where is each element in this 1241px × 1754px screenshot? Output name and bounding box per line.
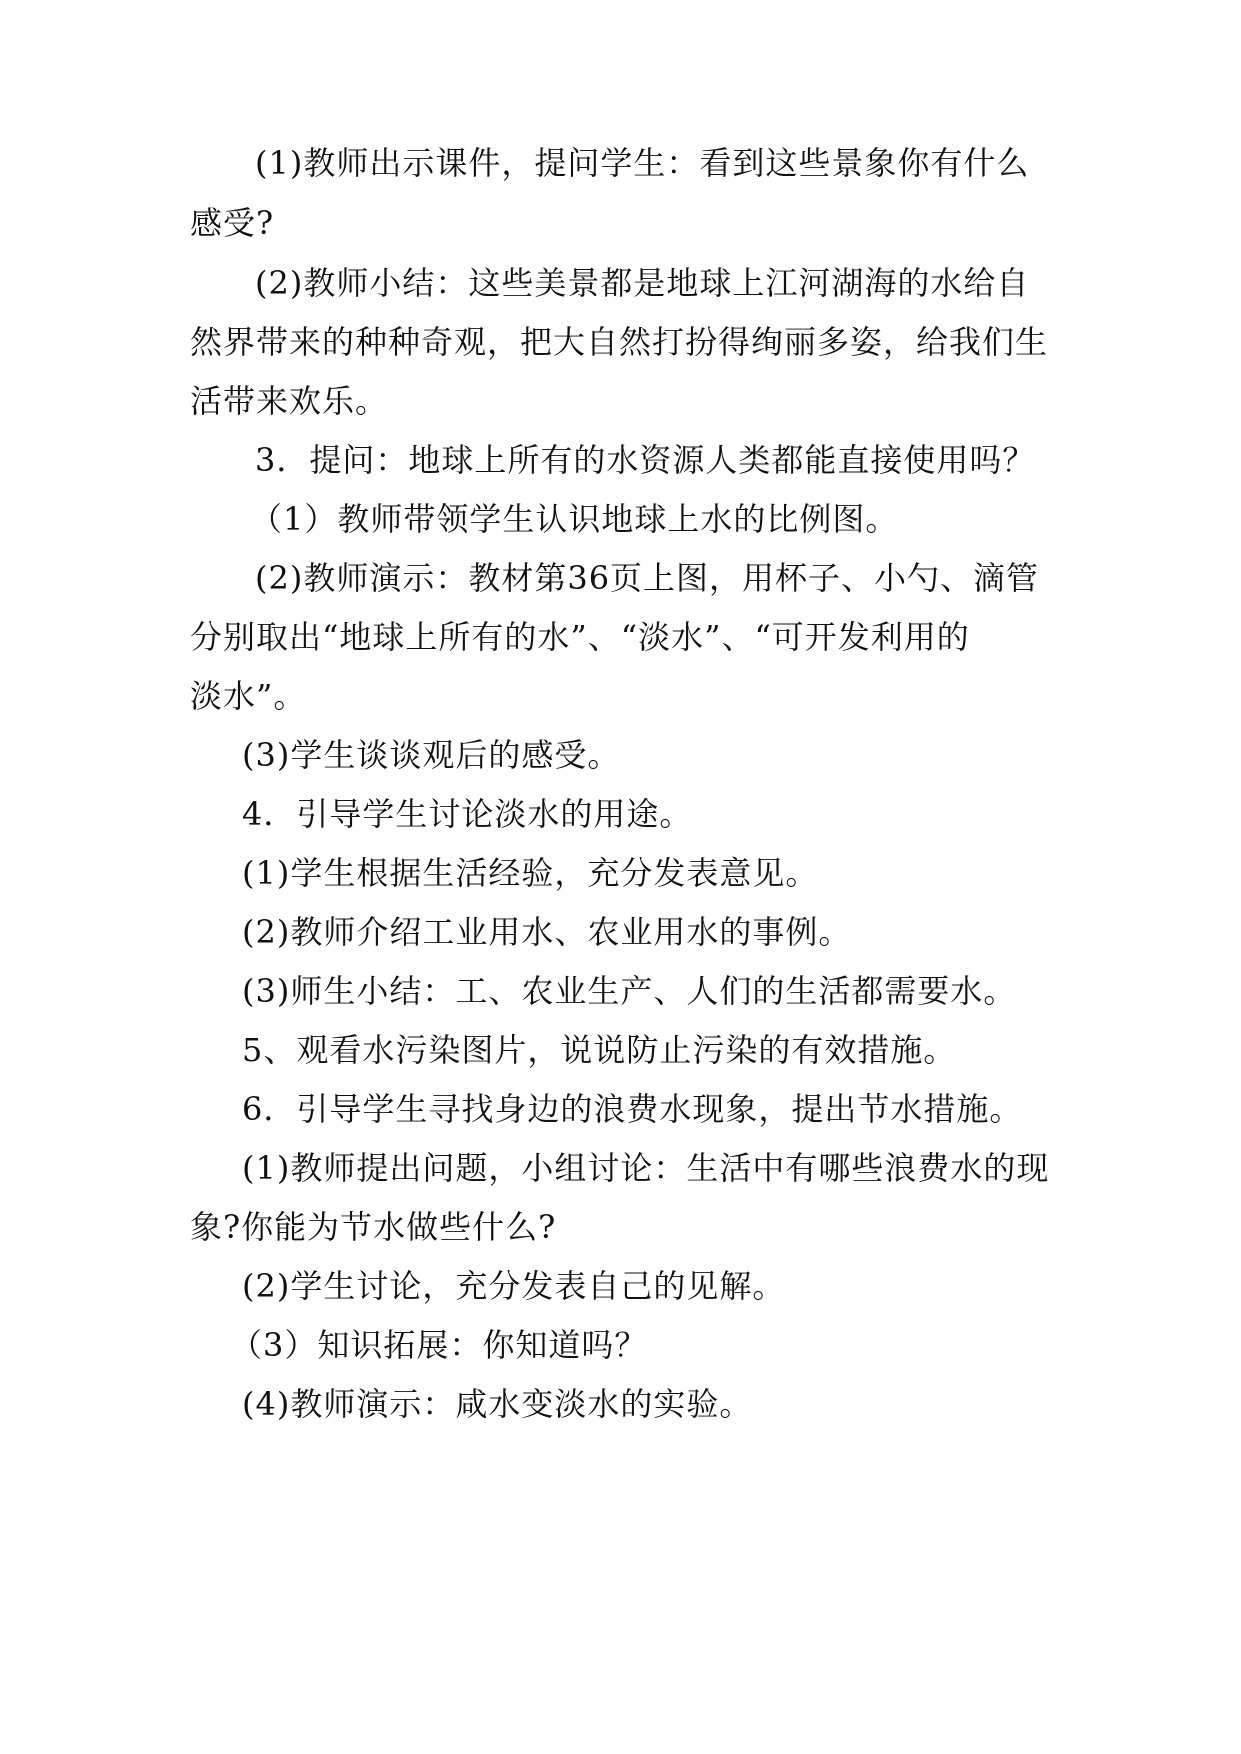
paragraph-line-11: (3)学生谈谈观后的感受。 bbox=[242, 736, 621, 774]
paragraph-line-6: 3．提问：地球上所有的水资源人类都能直接使用吗？ bbox=[255, 441, 1036, 479]
paragraph-line-15: (3)师生小结：工、农业生产、人们的生活都需要水。 bbox=[242, 972, 1017, 1010]
paragraph-line-10: 淡水”。 bbox=[190, 677, 307, 715]
paragraph-line-14: (2)教师介绍工业用水、农业用水的事例。 bbox=[242, 913, 852, 951]
paragraph-line-5: 活带来欢乐。 bbox=[190, 382, 389, 420]
paragraph-line-4: 然界带来的种种奇观，把大自然打扮得绚丽多姿，给我们生 bbox=[190, 323, 1049, 361]
paragraph-line-18: (1)教师提出问题，小组讨论：生活中有哪些浪费水的现 bbox=[242, 1149, 1050, 1187]
paragraph-line-13: (1)学生根据生活经验，充分发表意见。 bbox=[242, 854, 819, 892]
paragraph-line-7: （1）教师带领学生认识地球上水的比例图。 bbox=[250, 500, 899, 538]
paragraph-line-1: (1)教师出示课件，提问学生：看到这些景象你有什么 bbox=[255, 144, 1030, 182]
paragraph-line-9: 分别取出“地球上所有的水”、“淡水”、“可开发利用的 bbox=[190, 618, 970, 656]
paragraph-line-16: 5、观看水污染图片，说说防止污染的有效措施。 bbox=[242, 1031, 957, 1069]
paragraph-line-22: (4)教师演示：咸水变淡水的实验。 bbox=[242, 1385, 753, 1423]
paragraph-line-2: 感受? bbox=[190, 204, 275, 242]
paragraph-line-3: (2)教师小结：这些美景都是地球上江河湖海的水给自 bbox=[255, 264, 1030, 302]
paragraph-line-20: (2)学生讨论，充分发表自己的见解。 bbox=[242, 1267, 786, 1305]
paragraph-line-12: 4．引导学生讨论淡水的用途。 bbox=[242, 795, 693, 833]
paragraph-line-19: 象?你能为节水做些什么? bbox=[190, 1208, 557, 1246]
paragraph-line-17: 6．引导学生寻找身边的浪费水现象，提出节水措施。 bbox=[242, 1090, 1023, 1128]
paragraph-line-21: （3）知识拓展：你知道吗？ bbox=[230, 1326, 648, 1364]
paragraph-line-8: (2)教师演示：教材第36页上图，用杯子、小勺、滴管 bbox=[255, 559, 1040, 597]
